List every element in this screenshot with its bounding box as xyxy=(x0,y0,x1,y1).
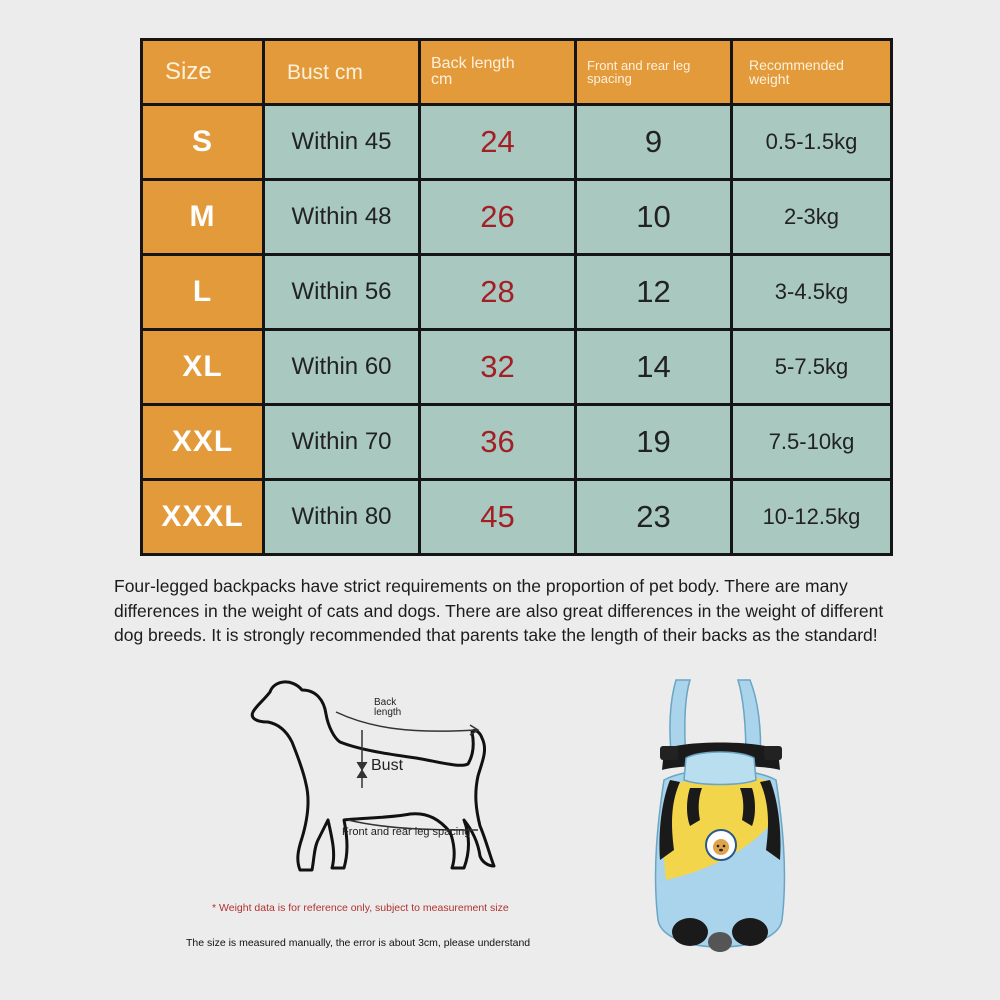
cell-bust: Within 80 xyxy=(264,480,420,555)
table-row xyxy=(142,405,892,480)
table-row xyxy=(142,255,892,330)
leg-spacing-label: Front and rear leg spacing xyxy=(342,826,471,838)
header-leg-spacing: Front and rear leg spacing xyxy=(576,40,732,105)
header-recommended-weight: Recommended weight xyxy=(732,40,892,105)
cell-back-length: 45 xyxy=(420,480,576,555)
cell-leg-spacing: 10 xyxy=(576,180,732,255)
size-chart-table xyxy=(140,38,893,556)
back-length-label: Back length xyxy=(374,697,402,718)
description-paragraph: Four-legged backpacks have strict requirements on the proportion of pet body. There are many differences in the weight of cats and dogs. There are also great differences in the weight of different dog breeds. It is strongly recommended that parents take the length of their backs as the standard! xyxy=(114,576,884,645)
cell-size: XXL xyxy=(142,405,264,480)
bust-label: Bust xyxy=(371,757,404,774)
cell-back-length: 36 xyxy=(420,405,576,480)
cell-weight: 2-3kg xyxy=(732,180,892,255)
cell-back-length: 24 xyxy=(420,105,576,180)
header-bust: Bust cm xyxy=(264,40,420,105)
cell-back-length: 26 xyxy=(420,180,576,255)
header-size: Size xyxy=(142,40,264,105)
backpack-illustration xyxy=(640,670,800,970)
cell-weight: 7.5-10kg xyxy=(732,405,892,480)
table-row xyxy=(142,480,892,555)
cell-weight: 10-12.5kg xyxy=(732,480,892,555)
cell-weight: 5-7.5kg xyxy=(732,330,892,405)
cell-bust: Within 70 xyxy=(264,405,420,480)
dog-face-badge-icon xyxy=(704,828,738,862)
cell-leg-spacing: 19 xyxy=(576,405,732,480)
cell-bust: Within 45 xyxy=(264,105,420,180)
cell-size: XL xyxy=(142,330,264,405)
cell-leg-spacing: 12 xyxy=(576,255,732,330)
cell-weight: 3-4.5kg xyxy=(732,255,892,330)
cell-bust: Within 56 xyxy=(264,255,420,330)
cell-weight: 0.5-1.5kg xyxy=(732,105,892,180)
cell-leg-spacing: 23 xyxy=(576,480,732,555)
cell-leg-spacing: 9 xyxy=(576,105,732,180)
table-row xyxy=(142,105,892,180)
cell-size: XXXL xyxy=(142,480,264,555)
cell-bust: Within 60 xyxy=(264,330,420,405)
table-row xyxy=(142,330,892,405)
cell-size: S xyxy=(142,105,264,180)
cell-back-length: 32 xyxy=(420,330,576,405)
cell-bust: Within 48 xyxy=(264,180,420,255)
cell-size: M xyxy=(142,180,264,255)
manual-measure-note: The size is measured manually, the error is about 3cm, please understand xyxy=(186,937,531,949)
dog-outline-icon xyxy=(240,670,500,890)
cell-leg-spacing: 14 xyxy=(576,330,732,405)
table-header-row xyxy=(142,40,892,105)
table-row xyxy=(142,180,892,255)
cell-back-length: 28 xyxy=(420,255,576,330)
weight-note: * Weight data is for reference only, subject to measurement size xyxy=(212,902,509,914)
header-back-length: Back length cm xyxy=(420,40,576,105)
cell-size: L xyxy=(142,255,264,330)
